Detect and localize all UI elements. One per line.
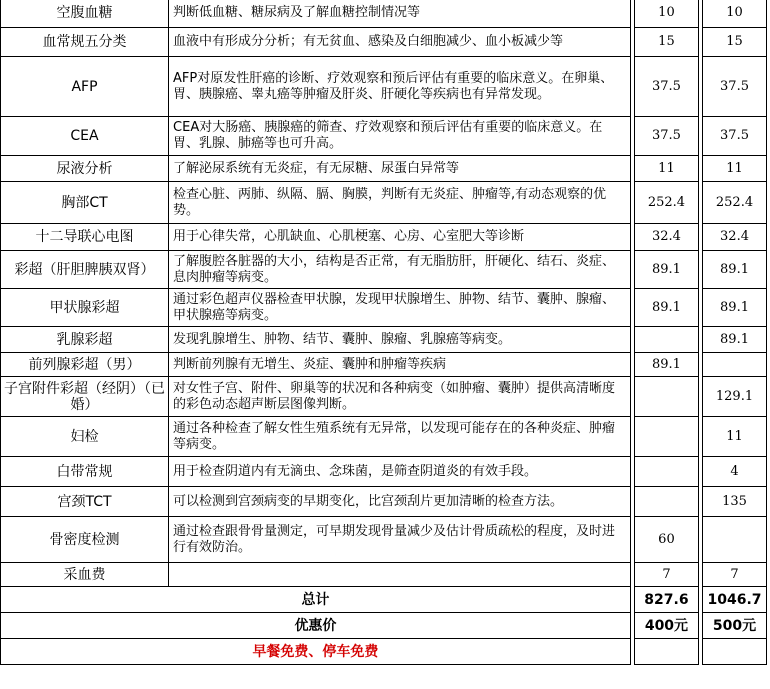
price-a: 89.1	[635, 289, 699, 327]
item-name: 采血费	[1, 563, 169, 587]
item-name: 空腹血糖	[1, 0, 169, 28]
price-b: 37.5	[703, 117, 767, 156]
price-a: 89.1	[635, 251, 699, 289]
price-a: 89.1	[635, 353, 699, 377]
price-b: 89.1	[703, 251, 767, 289]
price-a: 10	[635, 0, 699, 28]
price-b: 32.4	[703, 224, 767, 251]
price-a: 32.4	[635, 224, 699, 251]
price-b: 252.4	[703, 182, 767, 224]
price-a	[635, 327, 699, 353]
item-desc: 了解泌尿系统有无炎症，有无尿糖、尿蛋白异常等	[169, 156, 631, 182]
table-row	[1, 28, 767, 57]
table-row	[1, 182, 767, 224]
item-name: 血常规五分类	[1, 28, 169, 57]
free-row	[1, 639, 767, 665]
price-b: 89.1	[703, 327, 767, 353]
item-rows	[1, 0, 767, 587]
price-b	[703, 517, 767, 563]
item-name: 前列腺彩超（男）	[1, 353, 169, 377]
price-a: 37.5	[635, 117, 699, 156]
item-desc: 检查心脏、两肺、纵隔、膈、胸膜，判断有无炎症、肿瘤等,有动态观察的优势。	[169, 182, 631, 224]
table-row	[1, 251, 767, 289]
item-desc: 发现乳腺增生、肿物、结节、囊肿、腺瘤、乳腺癌等病变。	[169, 327, 631, 353]
price-a	[635, 487, 699, 517]
item-desc: 了解腹腔各脏器的大小，结构是否正常，有无脂肪肝，肝硬化、结石、炎症、息肉肿瘤等病变。	[169, 251, 631, 289]
item-name: 乳腺彩超	[1, 327, 169, 353]
price-a: 252.4	[635, 182, 699, 224]
empty-cell	[703, 639, 767, 665]
item-desc: 可以检测到宫颈病变的早期变化，比宫颈刮片更加清晰的检查方法。	[169, 487, 631, 517]
price-a: 37.5	[635, 57, 699, 117]
table-row	[1, 563, 767, 587]
item-desc: 对女性子宫、附件、卵巢等的状况和各种病变（如肿瘤、囊肿）提供高清晰度的彩色动态超声断层图像判断。	[169, 377, 631, 417]
item-desc: 用于检查阴道内有无滴虫、念珠菌，是筛查阴道炎的有效手段。	[169, 457, 631, 487]
table-row	[1, 117, 767, 156]
table-row	[1, 289, 767, 327]
price-a: 11	[635, 156, 699, 182]
price-b: 89.1	[703, 289, 767, 327]
table-row	[1, 57, 767, 117]
price-b	[703, 353, 767, 377]
price-a	[635, 417, 699, 457]
free-notice: 早餐免费、停车免费	[1, 639, 631, 665]
price-b: 135	[703, 487, 767, 517]
item-desc: AFP对原发性肝癌的诊断、疗效观察和预后评估有重要的临床意义。在卵巢、胃、胰腺癌、睾丸癌等肿瘤及肝炎、肝硬化等疾病也有异常发现。	[169, 57, 631, 117]
discount-label: 优惠价	[1, 613, 631, 639]
item-name: 白带常规	[1, 457, 169, 487]
total-a: 827.6	[635, 587, 699, 613]
item-name: CEA	[1, 117, 169, 156]
discount-row	[1, 613, 767, 639]
item-desc: 通过各种检查了解女性生殖系统有无异常，以发现可能存在的各种炎症、肿瘤等病变。	[169, 417, 631, 457]
item-name: 子宫附件彩超（经阴）（已婚）	[1, 377, 169, 417]
table-row	[1, 457, 767, 487]
item-name: 尿液分析	[1, 156, 169, 182]
price-b: 4	[703, 457, 767, 487]
price-a: 15	[635, 28, 699, 57]
table-row	[1, 487, 767, 517]
empty-cell	[635, 639, 699, 665]
item-desc: 血液中有形成分分析；有无贫血、感染及白细胞减少、血小板减少等	[169, 28, 631, 57]
table-row	[1, 156, 767, 182]
price-b: 11	[703, 417, 767, 457]
price-b: 37.5	[703, 57, 767, 117]
total-label: 总计	[1, 587, 631, 613]
price-a: 7	[635, 563, 699, 587]
item-name: 胸部CT	[1, 182, 169, 224]
item-desc: 通过彩色超声仪器检查甲状腺，发现甲状腺增生、肿物、结节、囊肿、腺瘤、甲状腺癌等病变。	[169, 289, 631, 327]
item-desc: 用于心律失常，心肌缺血、心肌梗塞、心房、心室肥大等诊断	[169, 224, 631, 251]
table-row	[1, 327, 767, 353]
table-row	[1, 0, 767, 28]
item-name: 彩超（肝胆脾胰双肾）	[1, 251, 169, 289]
discount-a: 400元	[635, 613, 699, 639]
item-name: 十二导联心电图	[1, 224, 169, 251]
total-b: 1046.7	[703, 587, 767, 613]
table-row	[1, 353, 767, 377]
price-b: 11	[703, 156, 767, 182]
item-desc: CEA对大肠癌、胰腺癌的筛查、疗效观察和预后评估有重要的临床意义。在胃、乳腺、肺癌等也可升高。	[169, 117, 631, 156]
item-name: 宫颈TCT	[1, 487, 169, 517]
item-desc	[169, 563, 631, 587]
item-name: 骨密度检测	[1, 517, 169, 563]
table-row	[1, 517, 767, 563]
total-row	[1, 587, 767, 613]
price-b: 10	[703, 0, 767, 28]
table-row	[1, 417, 767, 457]
item-desc: 通过检查跟骨骨量测定，可早期发现骨量减少及估计骨质疏松的程度，及时进行有效防治。	[169, 517, 631, 563]
price-a	[635, 377, 699, 417]
price-b: 15	[703, 28, 767, 57]
summary-rows	[1, 587, 767, 665]
discount-b: 500元	[703, 613, 767, 639]
price-a: 60	[635, 517, 699, 563]
price-a	[635, 457, 699, 487]
table-row	[1, 224, 767, 251]
item-name: 甲状腺彩超	[1, 289, 169, 327]
item-desc: 判断低血糖、糖尿病及了解血糖控制情况等	[169, 0, 631, 28]
price-b: 7	[703, 563, 767, 587]
item-name: 妇检	[1, 417, 169, 457]
item-name: AFP	[1, 57, 169, 117]
item-desc: 判断前列腺有无增生、炎症、囊肿和肿瘤等疾病	[169, 353, 631, 377]
table-row	[1, 377, 767, 417]
price-b: 129.1	[703, 377, 767, 417]
